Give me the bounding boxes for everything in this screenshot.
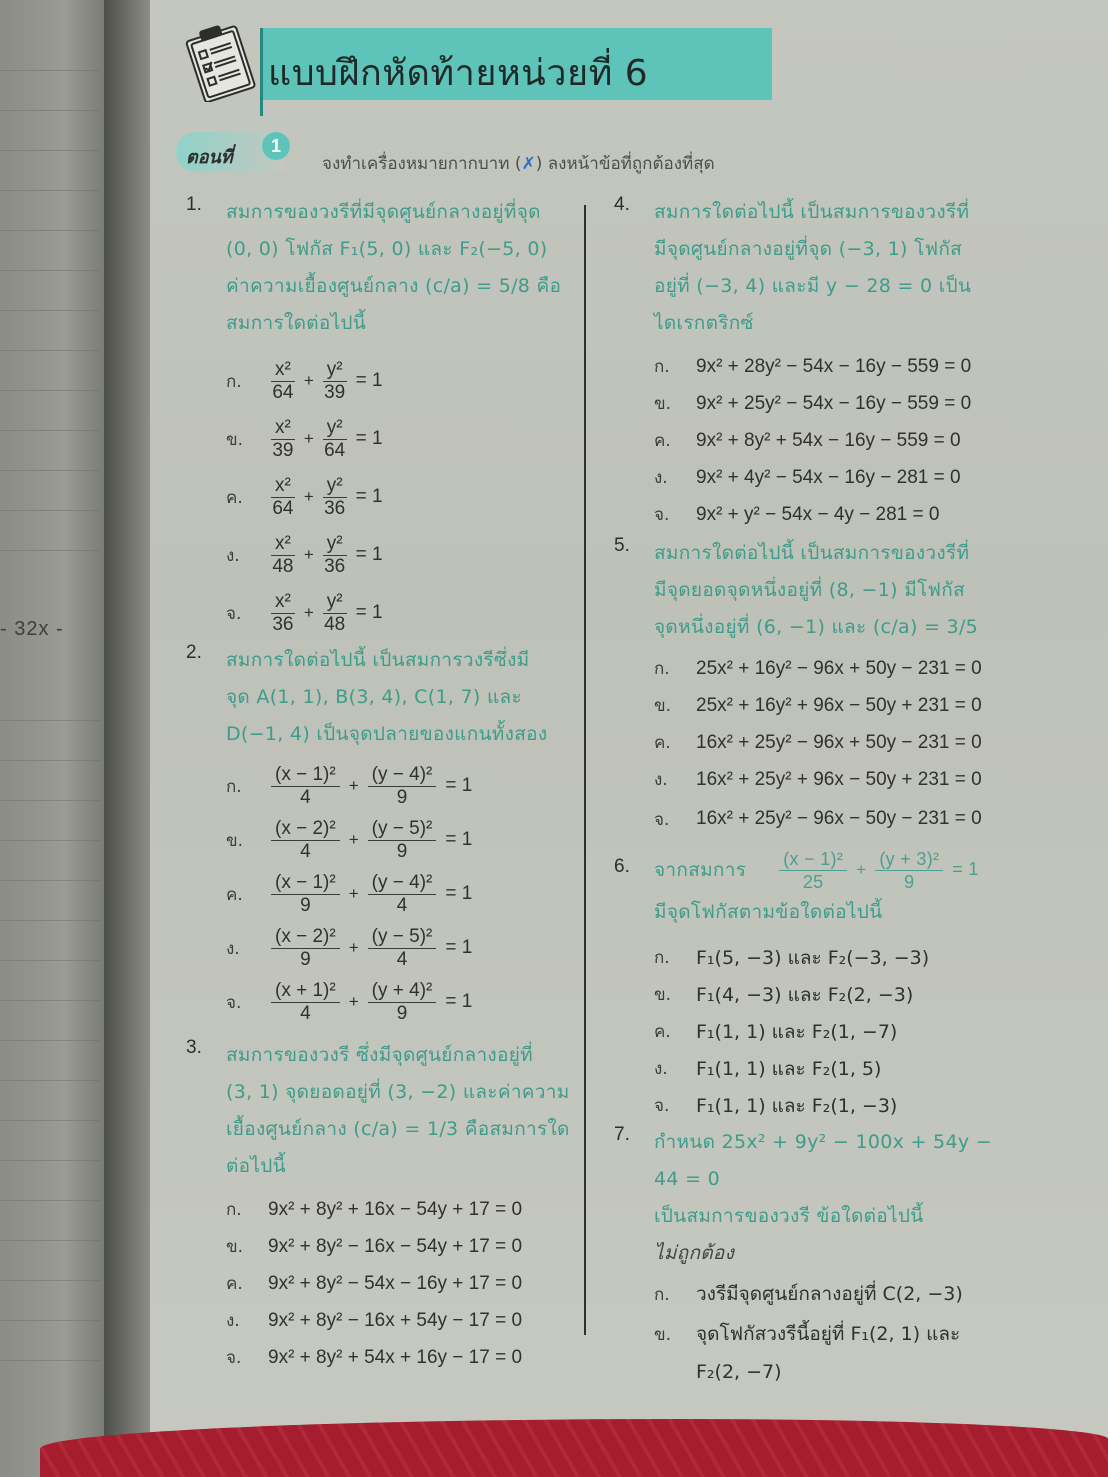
option-d[interactable]: ง. 16x² + 25y² + 96x − 50y + 231 = 0 <box>654 768 982 790</box>
question-number: 7. <box>614 1124 630 1145</box>
options-list <box>226 352 586 642</box>
right-column <box>614 190 1014 1390</box>
margin-note: - 32x - <box>0 618 64 640</box>
option-b[interactable]: ข. F₁(4, −3) และ F₂(2, −3) <box>654 983 914 1006</box>
option-c[interactable]: ค. 9x² + 8y² − 54x − 16y + 17 = 0 <box>226 1272 523 1294</box>
question-number: 1. <box>186 194 202 215</box>
question-text: สมการของวงรีที่มีจุดศูนย์กลางอยู่ที่จุด (0, 0) โฟกัส F₁(5, 0) และ F₂(−5, 0) ค่าความเยื้องศูนย์กลาง (c/a) = 5/8 คือ สมการใดต่อไปนี้ <box>226 201 562 334</box>
instruction-text: จงทำเครื่องหมายกากบาท (✗) ลงหน้าข้อที่ถูกต้องที่สุด <box>322 154 715 174</box>
clipboard-checklist-icon <box>176 22 266 102</box>
part-number-badge: 1 <box>262 132 290 160</box>
question-text: สมการใดต่อไปนี้ เป็นสมการของวงรีที่ มีจุดยอดจุดหนึ่งอยู่ที่ (8, −1) มีโฟกัส จุดหนึ่งอยู่ที่ (6, −1) และ (c/a) = 3/5 <box>654 542 979 638</box>
options-list <box>654 1274 1014 1390</box>
option-e[interactable]: จ. $\frac{\text{(x + 1)²}}{4}$ + $\frac{\text{(y + 4)²}}{9}$ = 1 <box>226 979 473 1024</box>
option-d[interactable]: ง. $\frac{\text{(x − 2)²}}{9}$ + $\frac{\text{(y − 5)²}}{4}$ = 1 <box>226 925 473 970</box>
question-number: 4. <box>614 194 630 215</box>
page-title: แบบฝึกหัดท้ายหน่วยที่ 6 <box>268 53 649 94</box>
option-c[interactable]: ค. F₁(1, 1) และ F₂(1, −7) <box>654 1020 898 1043</box>
option-a[interactable]: ก. 9x² + 28y² − 54x − 16y − 559 = 0 <box>654 355 972 377</box>
options-list <box>654 939 1014 1124</box>
option-c[interactable]: ค. $\frac{\text{x²}}{64}$ + $\frac{\text{y²}}{36}$ = 1 <box>226 474 383 519</box>
option-d[interactable]: ง. 9x² + 4y² − 54x − 16y − 281 = 0 <box>654 466 961 488</box>
previous-page-edge <box>0 0 108 1477</box>
question-6 <box>614 846 1014 1124</box>
question-5 <box>614 535 1014 840</box>
option-a[interactable]: ก. 25x² + 16y² − 96x + 50y − 231 = 0 <box>654 657 982 679</box>
option-b[interactable]: ข. 9x² + 8y² − 16x − 54y + 17 = 0 <box>226 1235 523 1257</box>
option-e[interactable]: จ. $\frac{\text{x²}}{36}$ + $\frac{\text{y²}}{48}$ = 1 <box>226 590 383 635</box>
cross-mark-icon: ✗ <box>521 154 536 174</box>
option-d[interactable]: ง. 9x² + 8y² − 16x + 54y − 17 = 0 <box>226 1309 523 1331</box>
question-text: จากสมการ $\frac{\text{(x − 1)²}}{25}$ + $\frac{\text{(y + 3)²}}{9}$ = 1 มีจุดโฟกัสตามข้อใดต่อไปนี้ <box>654 848 979 923</box>
options-list <box>654 650 1014 840</box>
part-label: ตอนที่ <box>186 147 233 168</box>
option-e[interactable]: จ. 16x² + 25y² − 96x − 50y − 231 = 0 <box>654 808 982 830</box>
option-a[interactable]: ก. 9x² + 8y² + 16x − 54y + 17 = 0 <box>226 1198 523 1220</box>
question-7 <box>614 1124 1014 1390</box>
question-text: กำหนด 25x² + 9y² − 100x + 54y − 44 = 0 เป็นสมการของวงรี ข้อใดต่อไปนี้ ไม่ถูกต้อง <box>654 1124 1014 1272</box>
options-list <box>654 348 1014 533</box>
question-number: 2. <box>186 642 202 663</box>
option-b[interactable]: ข. จุดโฟกัสวงรีนี้อยู่ที่ F₁(2, 1) และ <box>654 1323 961 1345</box>
question-1 <box>186 194 586 642</box>
option-e[interactable]: จ. 9x² + 8y² + 54x + 16y − 17 = 0 <box>226 1346 523 1368</box>
option-e[interactable]: จ. F₁(1, 1) และ F₂(1, −3) <box>654 1094 898 1117</box>
question-number: 5. <box>614 535 630 556</box>
question-text: สมการของวงรี ซึ่งมีจุดศูนย์กลางอยู่ที่ (3, 1) จุดยอดอยู่ที่ (3, −2) และค่าความ เยื้องศูนย์กลาง (c/a) = 1/3 คือสมการใด ต่อไปนี้ <box>226 1044 570 1177</box>
option-d[interactable]: ง. $\frac{\text{x²}}{48}$ + $\frac{\text{y²}}{36}$ = 1 <box>226 532 383 577</box>
option-b-continued: F₂(2, −7) <box>696 1361 782 1383</box>
question-number: 3. <box>186 1037 202 1058</box>
option-a[interactable]: ก. $\frac{\text{(x − 1)²}}{4}$ + $\frac{\text{(y − 4)²}}{9}$ = 1 <box>226 763 473 808</box>
left-column <box>186 190 586 1376</box>
option-e[interactable]: จ. 9x² + y² − 54x − 4y − 281 = 0 <box>654 503 940 525</box>
question-text: สมการใดต่อไปนี้ เป็นสมการวงรีซึ่งมี จุด A(1, 1), B(3, 4), C(1, 7) และ D(−1, 4) เป็นจุดปลายของแกนทั้งสอง <box>226 649 548 745</box>
question-3 <box>186 1037 586 1376</box>
option-c[interactable]: ค. $\frac{\text{(x − 1)²}}{9}$ + $\frac{\text{(y − 4)²}}{4}$ = 1 <box>226 871 473 916</box>
emphasis-not-correct: ไม่ถูกต้อง <box>654 1242 735 1264</box>
question-4 <box>614 194 1014 533</box>
option-a[interactable]: ก. F₁(5, −3) และ F₂(−3, −3) <box>654 946 930 969</box>
option-b[interactable]: ข. 25x² + 16y² + 96x − 50y + 231 = 0 <box>654 694 982 716</box>
option-c[interactable]: ค. 9x² + 8y² + 54x − 16y − 559 = 0 <box>654 429 961 451</box>
option-b[interactable]: ข. 9x² + 25y² − 54x − 16y − 559 = 0 <box>654 392 972 414</box>
option-b[interactable]: ข. $\frac{\text{x²}}{39}$ + $\frac{\text{y²}}{64}$ = 1 <box>226 416 383 461</box>
question-2 <box>186 642 586 1029</box>
option-c[interactable]: ค. 16x² + 25y² − 96x + 50y − 231 = 0 <box>654 731 982 753</box>
option-a[interactable]: ก. วงรีมีจุดศูนย์กลางอยู่ที่ C(2, −3) <box>654 1283 963 1305</box>
option-d[interactable]: ง. F₁(1, 1) และ F₂(1, 5) <box>654 1057 882 1080</box>
question-number: 6. <box>614 856 630 877</box>
option-b[interactable]: ข. $\frac{\text{(x − 2)²}}{4}$ + $\frac{\text{(y − 5)²}}{9}$ = 1 <box>226 817 473 862</box>
option-a[interactable]: ก. $\frac{\text{x²}}{64}$ + $\frac{\text{y²}}{39}$ = 1 <box>226 358 383 403</box>
question-text: สมการใดต่อไปนี้ เป็นสมการของวงรีที่ มีจุดศูนย์กลางอยู่ที่จุด (−3, 1) โฟกัส อยู่ที่ (−3, 4) และมี y − 28 = 0 เป็น ไดเรกตริกซ์ <box>654 201 972 334</box>
options-list <box>226 759 586 1029</box>
options-list <box>226 1191 586 1376</box>
